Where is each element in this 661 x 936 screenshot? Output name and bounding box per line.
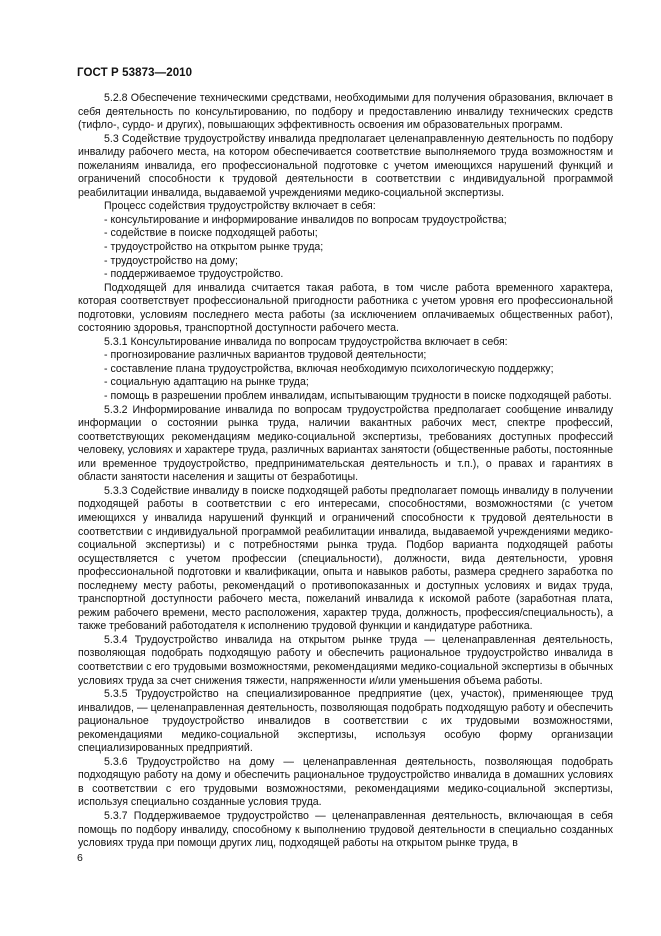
paragraph: 5.3.3 Содействие инвалиду в поиске подходящей работы предполагает помощь инвалиду в получении подходящей работы в соответствии с его интересами, способностями, возможностями (с учетом имеющихся у инвалида нарушений функций и ограничений способности к трудовой деятельности в соответствии с индивидуальной программой реабилитации инвалида, выдаваемой учреждениями медико-социальной экспертизы) и с потребностями рынка труда. Подбор варианта подходящей работы осуществляется с учетом профессии (специальности), должности, вида деятельности, уровня профессиональной подготовки и квалификации, опыта и навыков работы, размера среднего заработка по последнему месту работы, рекомендаций о противопоказанных и доступных условиях и видах труда, транспортной доступности рабочего места, пожеланий инвалида к искомой работе (заработная плата, режим рабочего времени, место расположения, характер труда, должность, профессия/специальность), а также требований работодателя к исполнению трудовой функции и кандидатуре работника. bbox=[78, 484, 613, 633]
paragraph: 5.3.1 Консультирование инвалида по вопросам трудоустройства включает в себя: bbox=[104, 335, 508, 348]
paragraph: 5.3 Содействие трудоустройству инвалида предполагает целенаправленную деятельность по подбору инвалиду рабочего места, на котором обеспечивается соответствие выполняемого труда возможностям и пожеланиям инвалида, его профессиональной подготовке с учетом имеющихся нарушений функций и ограничений способности к трудовой деятельности в соответствии с индивидуальной программой реабилитации инвалида, выдаваемой учреждениями медико-социальной экспертизы. bbox=[78, 132, 613, 199]
list-item: - трудоустройство на дому; bbox=[104, 254, 238, 267]
list-item: - поддерживаемое трудоустройство. bbox=[104, 268, 284, 281]
list-item: - консультирование и информирование инвалидов по вопросам трудоустройства; bbox=[104, 213, 507, 226]
paragraph: 5.3.7 Поддерживаемое трудоустройство — целенаправленная деятельность, включающая в себя помощь по подбору инвалиду, способному к выполнению трудовой деятельности в специально созданных условиях труда при помощи других лиц, подходящей работы на открытом рынке труда, в bbox=[78, 809, 613, 850]
list-item: - помощь в разрешении проблем инвалидам, испытывающим трудности в поиске подходящей работы. bbox=[104, 390, 612, 403]
paragraph: Процесс содействия трудоустройству включает в себя: bbox=[104, 200, 376, 213]
paragraph: 5.2.8 Обеспечение техническими средствами, необходимыми для получения образования, включает в себя деятельность по консультированию, по подбору и предоставлению инвалиду технических средств (тифло-, сурдо- и других), повышающих эффективность освоения им образовательных программ. bbox=[78, 92, 613, 132]
paragraph: 5.3.6 Трудоустройство на дому — целенаправленная деятельность, позволяющая подобрать подходящую работу на дому и обеспечить рациональное трудоустройство инвалида в домашних условиях в соответствии с его трудовыми возможностями, рекомендациями медико-социальной экспертизы, используя специально созданные условия труда. bbox=[78, 755, 613, 809]
page-number: 6 bbox=[77, 852, 83, 864]
paragraph: 5.3.2 Информирование инвалида по вопросам трудоустройства предполагает сообщение инвалиду информации о состоянии рынка труда, наличии вакантных рабочих мест, спектре профессий, соответствующих рекомендациям медико-социальной экспертизы, требованиях доступных профессий человеку, условиях и характере труда, различных вариантах занятости (общественные работы, постоянные или временное трудоустройство, предпринимательская деятельность и т.п.), о правах и гарантиях в области занятости населения и защиты от безработицы. bbox=[78, 403, 613, 484]
list-item: - прогнозирование различных вариантов трудовой деятельности; bbox=[104, 349, 427, 362]
paragraph: Подходящей для инвалида считается такая работа, в том числе работа временного характера, которая соответствует профессиональной пригодности работника с учетом уровня его профессиональной подготовки, условиям последнего места работы (за исключением оплачиваемых общественных работ), состоянию здоровья, транспортной доступности рабочего места. bbox=[78, 281, 613, 335]
document-body bbox=[78, 92, 613, 851]
list-item: - составление плана трудоустройства, включая необходимую психологическую поддержку; bbox=[104, 362, 554, 375]
paragraph: 5.3.4 Трудоустройство инвалида на открытом рынке труда — целенаправленная деятельность, позволяющая подобрать подходящую работу и обеспечить рациональное трудоустройство инвалида в соответствии с его трудовыми возможностями, рекомендациями медико-социальной экспертизы в обычных условиях труда за счет снижения тяжести, напряженности и/или уменьшения объема работы. bbox=[78, 633, 613, 687]
document-header: ГОСТ Р 53873—2010 bbox=[77, 67, 193, 79]
list-item: - содействие в поиске подходящей работы; bbox=[104, 227, 318, 240]
paragraph: 5.3.5 Трудоустройство на специализированное предприятие (цех, участок), применяющее труд инвалидов, — целенаправленная деятельность, позволяющая подобрать подходящую работу и обеспечить рациональное трудоустройство инвалидов в соответствии с их трудовыми возможностями, рекомендациями медико-социальной экспертизы, используя особую форму организации специализированных предприятий. bbox=[78, 688, 613, 755]
list-item: - трудоустройство на открытом рынке труда; bbox=[104, 241, 324, 254]
list-item: - социальную адаптацию на рынке труда; bbox=[104, 376, 309, 389]
